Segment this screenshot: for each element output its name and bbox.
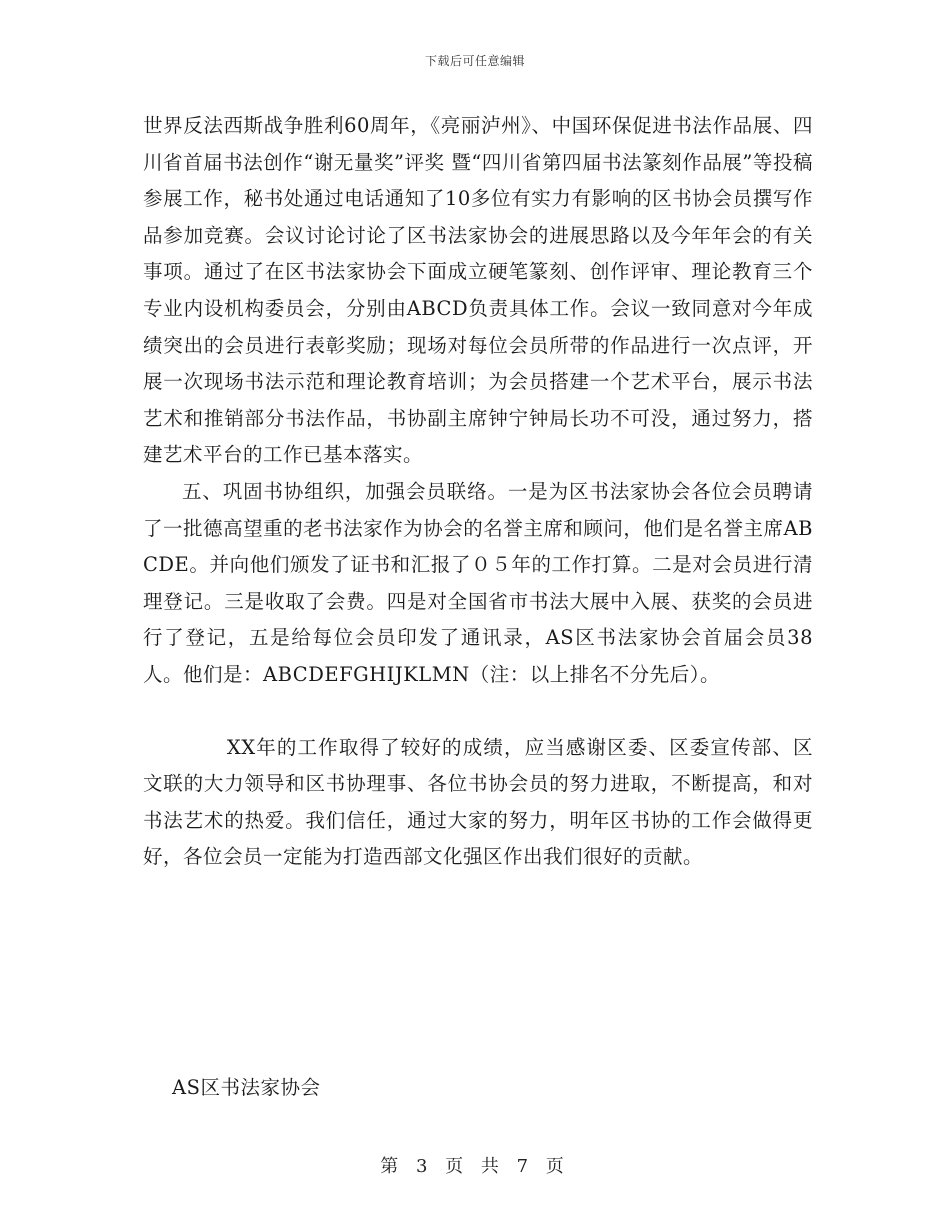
paragraph-1: 世界反法西斯战争胜利60周年，《亮丽泸州》、中国环保促进书法作品展、四川省首届书法创作“谢无量奖”评奖 暨“四川省第四届书法篆刻作品展”等投稿参展工作，秘书处通过电话通知了10多位有实力有影响的区书协会员撰写作品参加竞赛。会议讨论讨论了区书法家协会的进展思路以及今年年会的有关事项。通过了在区书法家协会下面成立硬笔篆刻、创作评审、理论教育三个专业内设机构委员会，分别由ABCD负责具体工作。会议一致同意对今年成绩突出的会员进行表彰奖励；现场对每位会员所带的作品进行一次点评，开展一次现场书法示范和理论教育培训；为会员搭建一个艺术平台，展示书法艺术和推销部分书法作品，书协副主席钟宁钟局长功不可没，通过努力，搭建艺术平台的工作已基本落实。: [143, 114, 813, 467]
page-number-footer: 第 3 页 共 7 页: [380, 1156, 570, 1177]
document-body: [143, 108, 813, 876]
paragraph-2: 五、巩固书协组织，加强会员联络。一是为区书法家协会各位会员聘请了一批德高望重的老书法家作为协会的名誉主席和顾问，他们是名誉主席ABCDE。并向他们颁发了证书和汇报了０５年的工作打算。二是对会员进行清理登记。三是收取了会费。四是对全国省市书法大展中入展、获奖的会员进行了登记，五是给每位会员印发了通讯录，AS区书法家协会首届会员38 人。他们是：ABCDEFGHIJKLMN（注：以上排名不分先后）。: [143, 479, 813, 686]
page-header: 下载后可任意编辑: [424, 54, 525, 68]
signature-line: AS区书法家协会: [172, 1076, 321, 1099]
paragraph-spacer: [143, 694, 813, 730]
paragraph-3: XX年的工作取得了较好的成绩，应当感谢区委、区委宣传部、区文联的大力领导和区书协理事、各位书协会员的努力进取，不断提高，和对书法艺术的热爱。我们信任，通过大家的努力，明年区书协的工作会做得更好，各位会员一定能为打造西部文化强区作出我们很好的贡献。: [143, 735, 813, 869]
